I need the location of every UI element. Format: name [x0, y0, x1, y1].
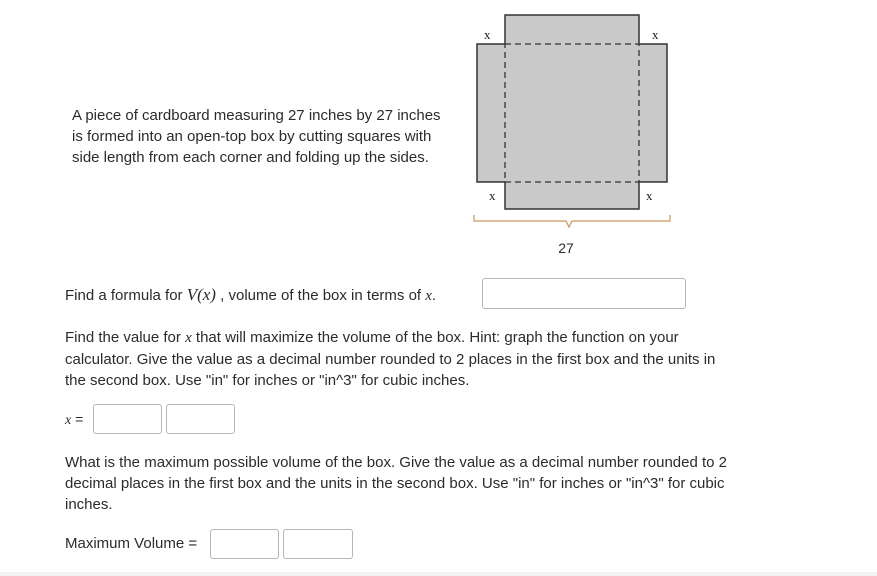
intro-text — [72, 105, 441, 168]
max-volume-units-input[interactable] — [283, 529, 353, 559]
intro-line-3: side length from each corner and folding up the sides. — [72, 149, 429, 166]
variable-symbol: x — [425, 288, 432, 304]
box-net-diagram — [468, 8, 678, 258]
intro-line-2: is formed into an open-top box by cutting squares with — [72, 128, 432, 145]
max-volume-label: Maximum Volume = — [65, 535, 198, 552]
corner-label-bottom-right: x — [646, 188, 653, 203]
x-units-input[interactable] — [166, 404, 235, 434]
q1-prompt: Find a formula for V(x) , volume of the box in terms of x. — [65, 285, 437, 304]
x-value-input[interactable] — [93, 404, 162, 434]
q3-prompt: What is the maximum possible volume of the box. Give the value as a decimal number rounded to 2 decimal places in the first box and the units in the second box. Use "in" for inches or "in^3" for cubic inches. — [65, 454, 727, 513]
max-volume-value-input[interactable] — [210, 529, 279, 559]
corner-label-top-right: x — [652, 27, 659, 42]
volume-formula-input[interactable] — [482, 278, 686, 309]
dimension-label: 27 — [558, 240, 574, 256]
dimension-brace — [474, 215, 670, 227]
q2-prompt: Find the value for x that will maximize the volume of the box. Hint: graph the function on your calculator. Give the value as a decimal number rounded to 2 places in the first box and the units in the second box. Use "in" for inches or "in^3" for cubic inches. — [65, 329, 716, 389]
function-symbol: V(x) — [186, 285, 216, 304]
corner-label-top-left: x — [484, 27, 491, 42]
bottom-divider — [0, 572, 877, 576]
corner-label-bottom-left: x — [489, 188, 496, 203]
x-answer-label: x = — [65, 411, 84, 428]
intro-line-1: A piece of cardboard measuring 27 inches by 27 inches — [72, 107, 441, 124]
